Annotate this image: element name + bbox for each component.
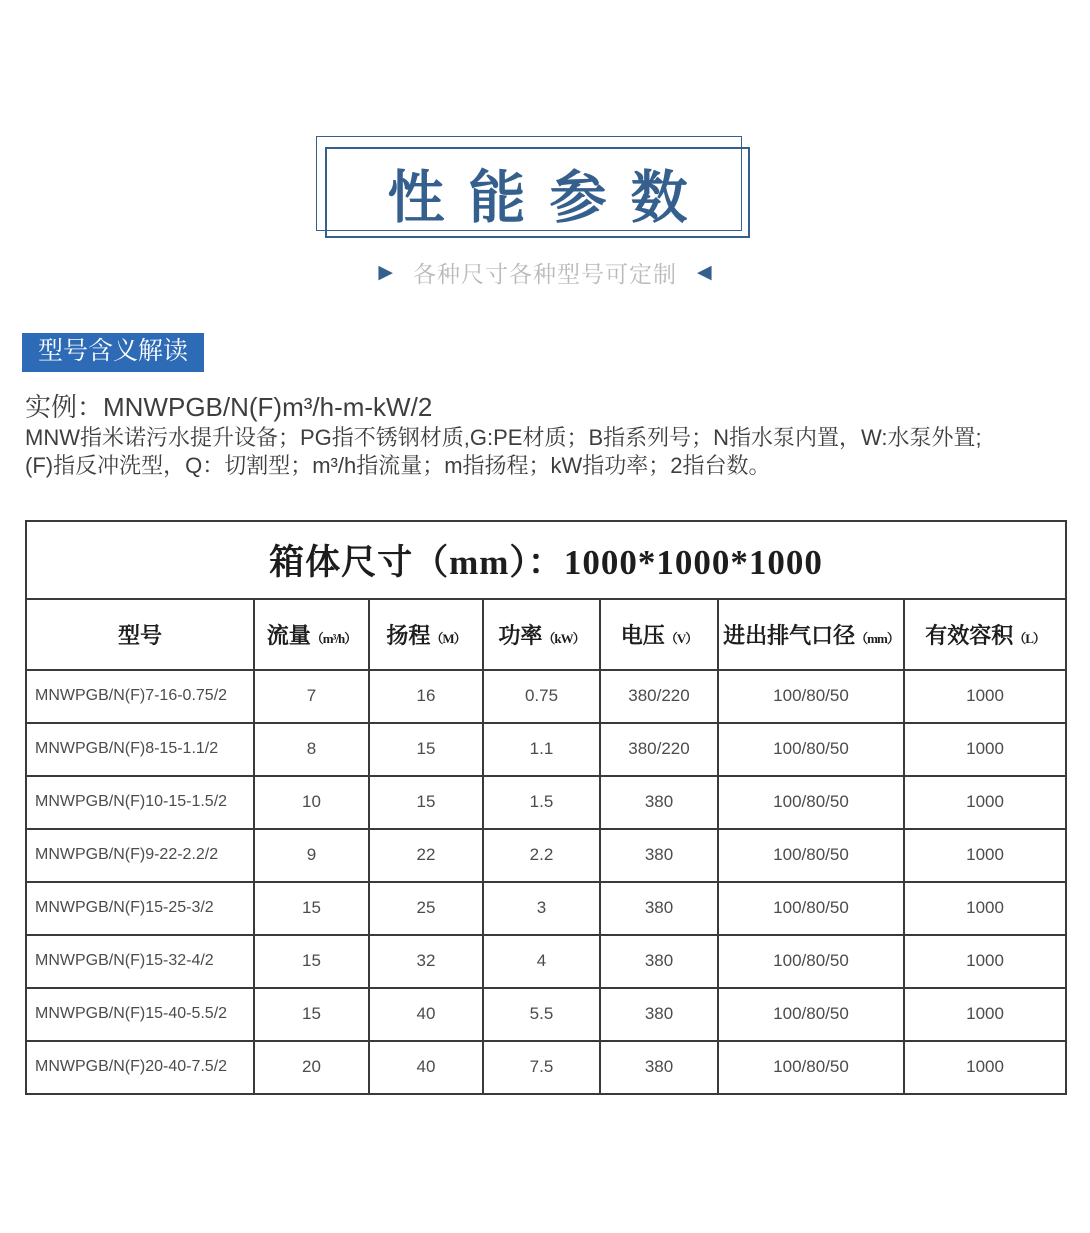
model-meaning-section [22,333,1065,480]
value-cell: 9 [254,829,369,882]
column-header-6 [904,599,1066,670]
value-cell: 3 [483,882,600,935]
column-label: 有效容积 [925,622,1014,648]
column-header-4 [600,599,718,670]
page-title: 性能参数 [387,165,712,230]
value-cell: 10 [254,776,369,829]
value-cell: 100/80/50 [718,670,904,723]
table-row [26,1041,1066,1094]
value-cell: 8 [254,723,369,776]
table-header-row [26,599,1066,670]
model-cell: MNWPGB/N(F)15-25-3/2 [26,882,254,935]
column-label: 电压 [620,622,665,648]
model-cell: MNWPGB/N(F)9-22-2.2/2 [26,829,254,882]
value-cell: 16 [369,670,483,723]
value-cell: 380 [600,882,718,935]
value-cell: 380 [600,935,718,988]
value-cell: 380 [600,829,718,882]
value-cell: 100/80/50 [718,829,904,882]
value-cell: 40 [369,1041,483,1094]
value-cell: 100/80/50 [718,988,904,1041]
column-unit: （kW） [542,630,585,646]
table-caption: 箱体尺寸（mm）：1000*1000*1000 [26,521,1066,599]
value-cell: 40 [369,988,483,1041]
column-header-3 [483,599,600,670]
spec-table [25,520,1067,1095]
value-cell: 2.2 [483,829,600,882]
model-desc-line-1: MNW指米诺污水提升设备；PG指不锈钢材质,G:PE材质；B指系列号；N指水泵内置，W:水泵外置; [25,424,982,450]
value-cell: 1000 [904,882,1066,935]
value-cell: 1000 [904,935,1066,988]
page-title-box [316,136,750,238]
value-cell: 380 [600,776,718,829]
column-header-1 [254,599,369,670]
subtitle-text: 各种尺寸各种型号可定制 [413,261,677,287]
table-row [26,776,1066,829]
value-cell: 1.1 [483,723,600,776]
model-cell: MNWPGB/N(F)15-32-4/2 [26,935,254,988]
value-cell: 380/220 [600,670,718,723]
column-header-0 [26,599,254,670]
value-cell: 100/80/50 [718,882,904,935]
table-row [26,829,1066,882]
value-cell: 15 [369,723,483,776]
model-cell: MNWPGB/N(F)7-16-0.75/2 [26,670,254,723]
column-unit: （m³/h） [310,630,357,646]
value-cell: 1.5 [483,776,600,829]
value-cell: 32 [369,935,483,988]
value-cell: 15 [254,882,369,935]
value-cell: 25 [369,882,483,935]
model-example-line: 实例：MNWPGB/N(F)m³/h-m-kW/2 [25,391,433,422]
left-triangle-icon: ◀ [697,262,712,283]
value-cell: 0.75 [483,670,600,723]
value-cell: 5.5 [483,988,600,1041]
column-label: 扬程 [386,622,431,648]
table-caption-row [26,521,1066,599]
column-unit: （V） [664,630,698,646]
right-triangle-icon: ▶ [378,262,393,283]
column-label: 功率 [498,622,543,648]
model-cell: MNWPGB/N(F)20-40-7.5/2 [26,1041,254,1094]
model-cell: MNWPGB/N(F)10-15-1.5/2 [26,776,254,829]
value-cell: 20 [254,1041,369,1094]
column-label: 流量 [266,622,311,648]
column-unit: （L） [1013,630,1045,646]
value-cell: 100/80/50 [718,935,904,988]
value-cell: 15 [254,935,369,988]
value-cell: 7 [254,670,369,723]
model-meaning-tag: 型号含义解读 [22,333,204,372]
model-cell: MNWPGB/N(F)8-15-1.1/2 [26,723,254,776]
value-cell: 1000 [904,988,1066,1041]
table-row [26,723,1066,776]
value-cell: 380/220 [600,723,718,776]
value-cell: 100/80/50 [718,1041,904,1094]
subtitle-row [0,256,1090,289]
value-cell: 15 [254,988,369,1041]
model-cell: MNWPGB/N(F)15-40-5.5/2 [26,988,254,1041]
table-row [26,882,1066,935]
column-header-5 [718,599,904,670]
value-cell: 4 [483,935,600,988]
column-header-2 [369,599,483,670]
model-desc-line-2: (F)指反冲洗型，Q：切割型；m³/h指流量；m指扬程；kW指功率；2指台数。 [25,452,771,478]
value-cell: 1000 [904,776,1066,829]
value-cell: 1000 [904,670,1066,723]
value-cell: 1000 [904,1041,1066,1094]
column-unit: （M） [430,630,466,646]
value-cell: 1000 [904,829,1066,882]
value-cell: 100/80/50 [718,723,904,776]
value-cell: 15 [369,776,483,829]
value-cell: 380 [600,1041,718,1094]
column-label: 型号 [117,622,162,648]
value-cell: 380 [600,988,718,1041]
table-row [26,988,1066,1041]
value-cell: 1000 [904,723,1066,776]
column-unit: （mm） [855,630,899,646]
table-row [26,670,1066,723]
value-cell: 22 [369,829,483,882]
value-cell: 7.5 [483,1041,600,1094]
value-cell: 100/80/50 [718,776,904,829]
column-label: 进出排气口径 [723,622,856,648]
table-row [26,935,1066,988]
